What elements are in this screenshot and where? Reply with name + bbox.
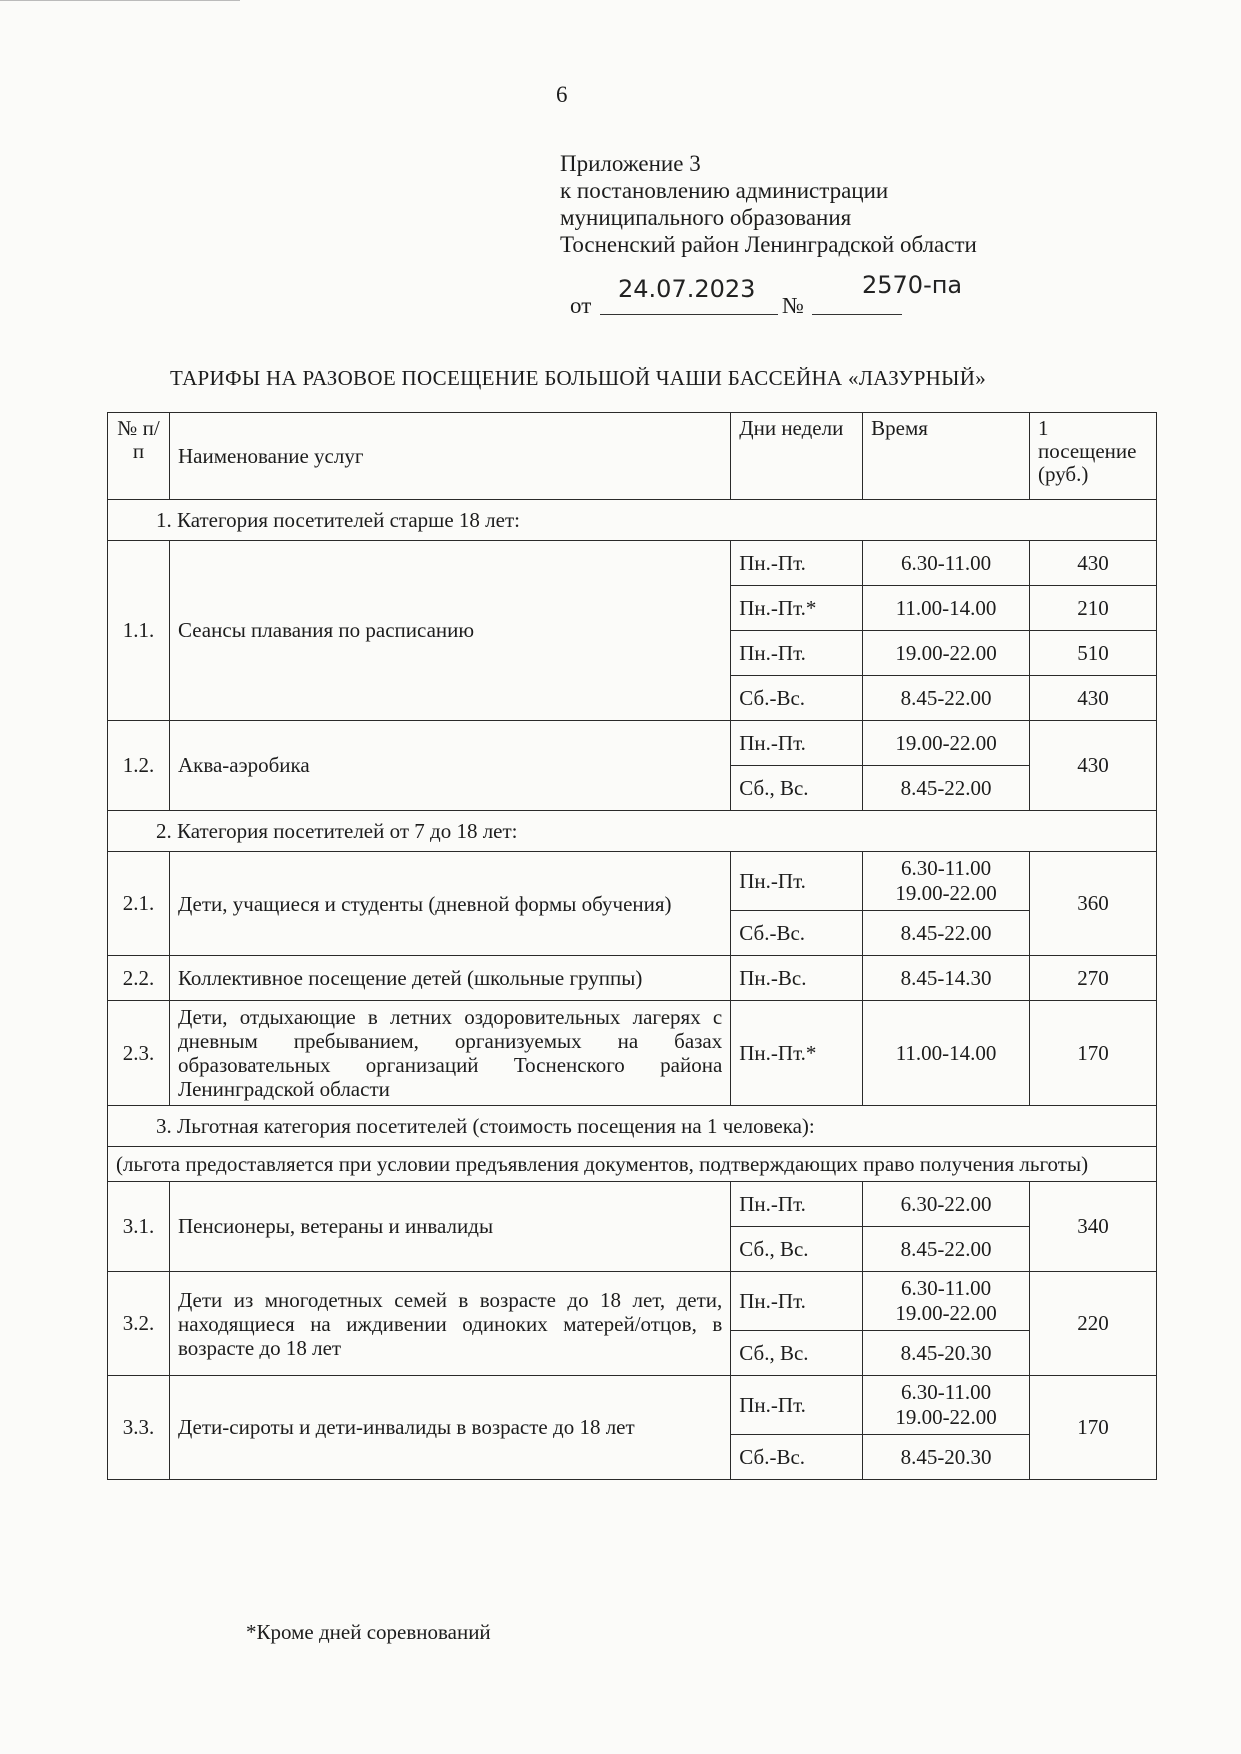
- days-cell: Сб., Вс.: [731, 1227, 863, 1272]
- appendix-label: Приложение 3: [560, 151, 701, 176]
- price-cell: 340: [1029, 1182, 1156, 1272]
- price-cell: 510: [1029, 631, 1156, 676]
- days-cell: Сб.-Вс.: [731, 911, 863, 956]
- days-cell: Пн.-Пт.: [731, 852, 863, 911]
- time-cell: 8.45-14.30: [863, 956, 1030, 1001]
- days-cell: Сб., Вс.: [731, 1331, 863, 1376]
- table-header-row: [108, 413, 1157, 500]
- time-range: 6.30-11.00: [900, 1380, 992, 1404]
- decree-number: 2570-па: [862, 271, 963, 299]
- table-row: [108, 852, 1157, 911]
- price-cell: 430: [1029, 676, 1156, 721]
- time-cell: 8.45-20.30: [863, 1331, 1030, 1376]
- service-name: Дети из многодетных семей в возрасте до 18 лет, дети, находящиеся на иждивении одиноких матерей/отцов, в возрасте до 18 лет: [169, 1272, 730, 1376]
- category-row: [108, 1106, 1157, 1147]
- scan-edge-line: [0, 0, 240, 1]
- service-name: Коллективное посещение детей (школьные группы): [169, 956, 730, 1001]
- row-num: 1.1.: [108, 541, 170, 721]
- page-number: 6: [556, 82, 568, 107]
- header-price: 1 посещение (руб.): [1029, 413, 1156, 500]
- time-cell: [863, 1376, 1030, 1435]
- table-row: [108, 541, 1157, 586]
- tariff-table: [107, 412, 1157, 1480]
- days-cell: Пн.-Пт.*: [731, 586, 863, 631]
- service-name: Сеансы плавания по расписанию: [169, 541, 730, 721]
- category-note-row: [108, 1147, 1157, 1182]
- service-name: Дети, отдыхающие в летних оздоровительных лагерях с дневным пребыванием, организуемых на базах образовательных организаций Тосненского района Ленинградской области: [169, 1001, 730, 1106]
- days-cell: Сб., Вс.: [731, 766, 863, 811]
- price-cell: 220: [1029, 1272, 1156, 1376]
- row-num: 3.2.: [108, 1272, 170, 1376]
- number-label: №: [782, 293, 804, 318]
- time-cell: 19.00-22.00: [863, 721, 1030, 766]
- category-row: [108, 500, 1157, 541]
- header-time: Время: [863, 413, 1030, 500]
- table-row: [108, 721, 1157, 766]
- table-row: [108, 1376, 1157, 1435]
- time-range: 19.00-22.00: [895, 881, 997, 905]
- days-cell: Пн.-Пт.: [731, 541, 863, 586]
- row-num: 1.2.: [108, 721, 170, 811]
- time-cell: 11.00-14.00: [863, 1001, 1030, 1106]
- from-label: от: [570, 293, 592, 318]
- row-num: 3.1.: [108, 1182, 170, 1272]
- category-1-label: 1. Категория посетителей старше 18 лет:: [108, 500, 1157, 541]
- time-cell: 8.45-22.00: [863, 911, 1030, 956]
- price-cell: 170: [1029, 1001, 1156, 1106]
- days-cell: Пн.-Пт.: [731, 1272, 863, 1331]
- time-range: 19.00-22.00: [895, 1405, 997, 1429]
- time-cell: 8.45-22.00: [863, 676, 1030, 721]
- time-cell: 8.45-22.00: [863, 1227, 1030, 1272]
- time-range: 6.30-11.00: [900, 1276, 992, 1300]
- time-cell: 11.00-14.00: [863, 586, 1030, 631]
- date-underline: [600, 314, 778, 315]
- footnote: *Кроме дней соревнований: [246, 1620, 491, 1644]
- price-cell: 360: [1029, 852, 1156, 956]
- table-row: [108, 1272, 1157, 1331]
- days-cell: Пн.-Пт.: [731, 1182, 863, 1227]
- service-name: Дети-сироты и дети-инвалиды в возрасте до 18 лет: [169, 1376, 730, 1480]
- time-cell: 8.45-22.00: [863, 766, 1030, 811]
- approval-block: [560, 150, 977, 320]
- price-cell: 210: [1029, 586, 1156, 631]
- price-cell: 430: [1029, 541, 1156, 586]
- header-days: Дни недели: [731, 413, 863, 500]
- service-name: Аква-аэробика: [169, 721, 730, 811]
- time-cell: 6.30-22.00: [863, 1182, 1030, 1227]
- category-3-label: 3. Льготная категория посетителей (стоимость посещения на 1 человека):: [108, 1106, 1157, 1147]
- decree-date-row: [560, 271, 977, 320]
- price-cell: 430: [1029, 721, 1156, 811]
- category-2-label: 2. Категория посетителей от 7 до 18 лет:: [108, 811, 1157, 852]
- time-cell: [863, 852, 1030, 911]
- price-cell: 170: [1029, 1376, 1156, 1480]
- service-name: Дети, учащиеся и студенты (дневной формы обучения): [169, 852, 730, 956]
- table-row: [108, 1182, 1157, 1227]
- municipality-line: муниципального образования: [560, 205, 852, 230]
- days-cell: Пн.-Вс.: [731, 956, 863, 1001]
- row-num: 2.3.: [108, 1001, 170, 1106]
- days-cell: Пн.-Пт.: [731, 721, 863, 766]
- days-cell: Пн.-Пт.: [731, 1376, 863, 1435]
- days-cell: Пн.-Пт.*: [731, 1001, 863, 1106]
- time-cell: 6.30-11.00: [863, 541, 1030, 586]
- time-range: 6.30-11.00: [900, 856, 992, 880]
- time-range: 19.00-22.00: [895, 1301, 997, 1325]
- time-cell: [863, 1272, 1030, 1331]
- category-row: [108, 811, 1157, 852]
- row-num: 3.3.: [108, 1376, 170, 1480]
- time-cell: 19.00-22.00: [863, 631, 1030, 676]
- service-name: Пенсионеры, ветераны и инвалиды: [169, 1182, 730, 1272]
- price-cell: 270: [1029, 956, 1156, 1001]
- table-row: [108, 1001, 1157, 1106]
- decree-line: к постановлению администрации: [560, 178, 889, 203]
- days-cell: Сб.-Вс.: [731, 1435, 863, 1480]
- row-num: 2.1.: [108, 852, 170, 956]
- time-cell: 8.45-20.30: [863, 1435, 1030, 1480]
- district-line: Тосненский район Ленинградской области: [560, 232, 977, 257]
- table-row: [108, 956, 1157, 1001]
- row-num: 2.2.: [108, 956, 170, 1001]
- number-underline: [812, 314, 902, 315]
- category-3-note: (льгота предоставляется при условии предъявления документов, подтверждающих право получения льготы): [108, 1147, 1157, 1182]
- header-name: Наименование услуг: [169, 413, 730, 500]
- days-cell: Пн.-Пт.: [731, 631, 863, 676]
- decree-date: 24.07.2023: [618, 275, 756, 303]
- header-num: № п/п: [108, 413, 170, 500]
- document-title: ТАРИФЫ НА РАЗОВОЕ ПОСЕЩЕНИЕ БОЛЬШОЙ ЧАШИ БАССЕЙНА «ЛАЗУРНЫЙ»: [170, 366, 987, 390]
- days-cell: Сб.-Вс.: [731, 676, 863, 721]
